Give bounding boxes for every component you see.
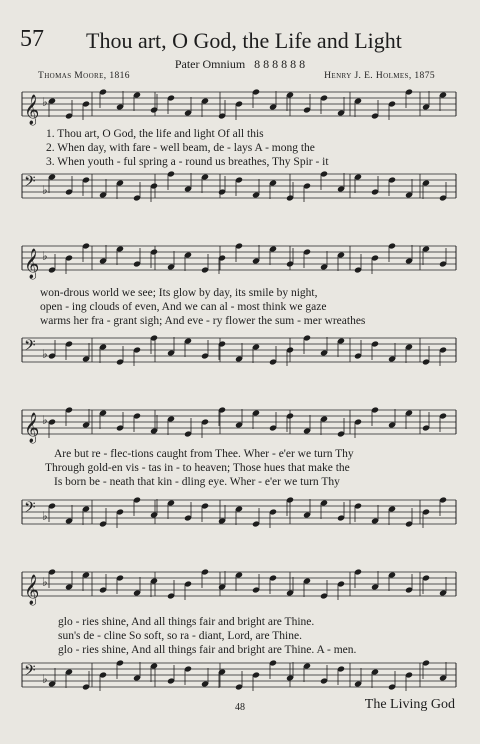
svg-text:𝄞: 𝄞 <box>24 249 40 279</box>
lyric-line-s1-v2: 2. When day, with fare - well beam, de - lays A - mong the <box>46 142 315 154</box>
lyric-line-s4-v3: glo - ries shine, And all things fair and bright are Thine. A - men. <box>58 644 357 656</box>
svg-text:♭: ♭ <box>42 575 48 589</box>
lyric-line-s2-v3: warms her fra - grant sigh; And eve - ry flower the sum - mer wreathes <box>40 315 366 327</box>
svg-text:𝄢: 𝄢 <box>24 499 36 520</box>
svg-text:𝄞: 𝄞 <box>24 95 40 125</box>
svg-text:𝄢: 𝄢 <box>24 662 36 683</box>
treble-staff-2 <box>0 242 480 278</box>
lyric-line-s1-v1: 1. Thou art, O God, the life and light Of all this <box>46 128 264 140</box>
svg-text:𝄢: 𝄢 <box>24 337 36 358</box>
bass-staff-3 <box>0 496 480 532</box>
bass-staff-1 <box>0 170 480 206</box>
svg-text:♭: ♭ <box>42 347 48 361</box>
page-number: 48 <box>235 702 245 713</box>
composer-credit: Henry J. E. Holmes, 1875 <box>324 71 435 81</box>
lyric-line-s3-v3: Is born be - neath that kin - dling eye. Wher - e'er we turn Thy <box>54 476 340 488</box>
lyric-line-s2-v2: open - ing clouds of even, And we can al - most think we gaze <box>40 301 327 313</box>
hymn-title: Thou art, O God, the Life and Light <box>86 28 402 53</box>
svg-text:♭: ♭ <box>42 249 48 263</box>
svg-text:𝄢: 𝄢 <box>24 173 36 194</box>
svg-text:♭: ♭ <box>42 95 48 109</box>
treble-staff-4 <box>0 568 480 604</box>
lyric-line-s3-v1: Are but re - flec-tions caught from Thee. Wher - e'er we turn Thy <box>54 448 354 460</box>
svg-text:♭: ♭ <box>42 413 48 427</box>
treble-staff-3 <box>0 406 480 442</box>
running-title: The Living God <box>364 697 455 712</box>
tune-line <box>0 57 480 72</box>
author-credit: Thomas Moore, 1816 <box>38 71 130 81</box>
bass-staff-2 <box>0 334 480 370</box>
lyric-line-s4-v1: glo - ries shine, And all things fair and bright are Thine. <box>58 616 315 628</box>
treble-staff-1 <box>0 88 480 124</box>
svg-text:♭: ♭ <box>42 509 48 523</box>
lyric-line-s1-v3: 3. When youth - ful spring a - round us breathes, Thy Spir - it <box>46 156 329 168</box>
svg-text:𝄞: 𝄞 <box>24 413 40 443</box>
svg-text:♭: ♭ <box>42 183 48 197</box>
bass-staff-4 <box>0 659 480 695</box>
hymn-number: 57 <box>20 26 44 52</box>
svg-text:♭: ♭ <box>42 672 48 686</box>
meter: 8 8 8 8 8 8 <box>254 57 306 71</box>
lyric-line-s3-v2: Through gold-en vis - tas in - to heaven; Those hues that make the <box>45 462 350 474</box>
tune-name: Pater Omnium <box>174 57 246 71</box>
lyric-line-s4-v2: sun's de - cline So soft, so ra - diant, Lord, are Thine. <box>58 630 302 642</box>
svg-text:𝄞: 𝄞 <box>24 575 40 605</box>
lyric-line-s2-v1: won-drous world we see; Its glow by day, its smile by night, <box>40 287 318 299</box>
